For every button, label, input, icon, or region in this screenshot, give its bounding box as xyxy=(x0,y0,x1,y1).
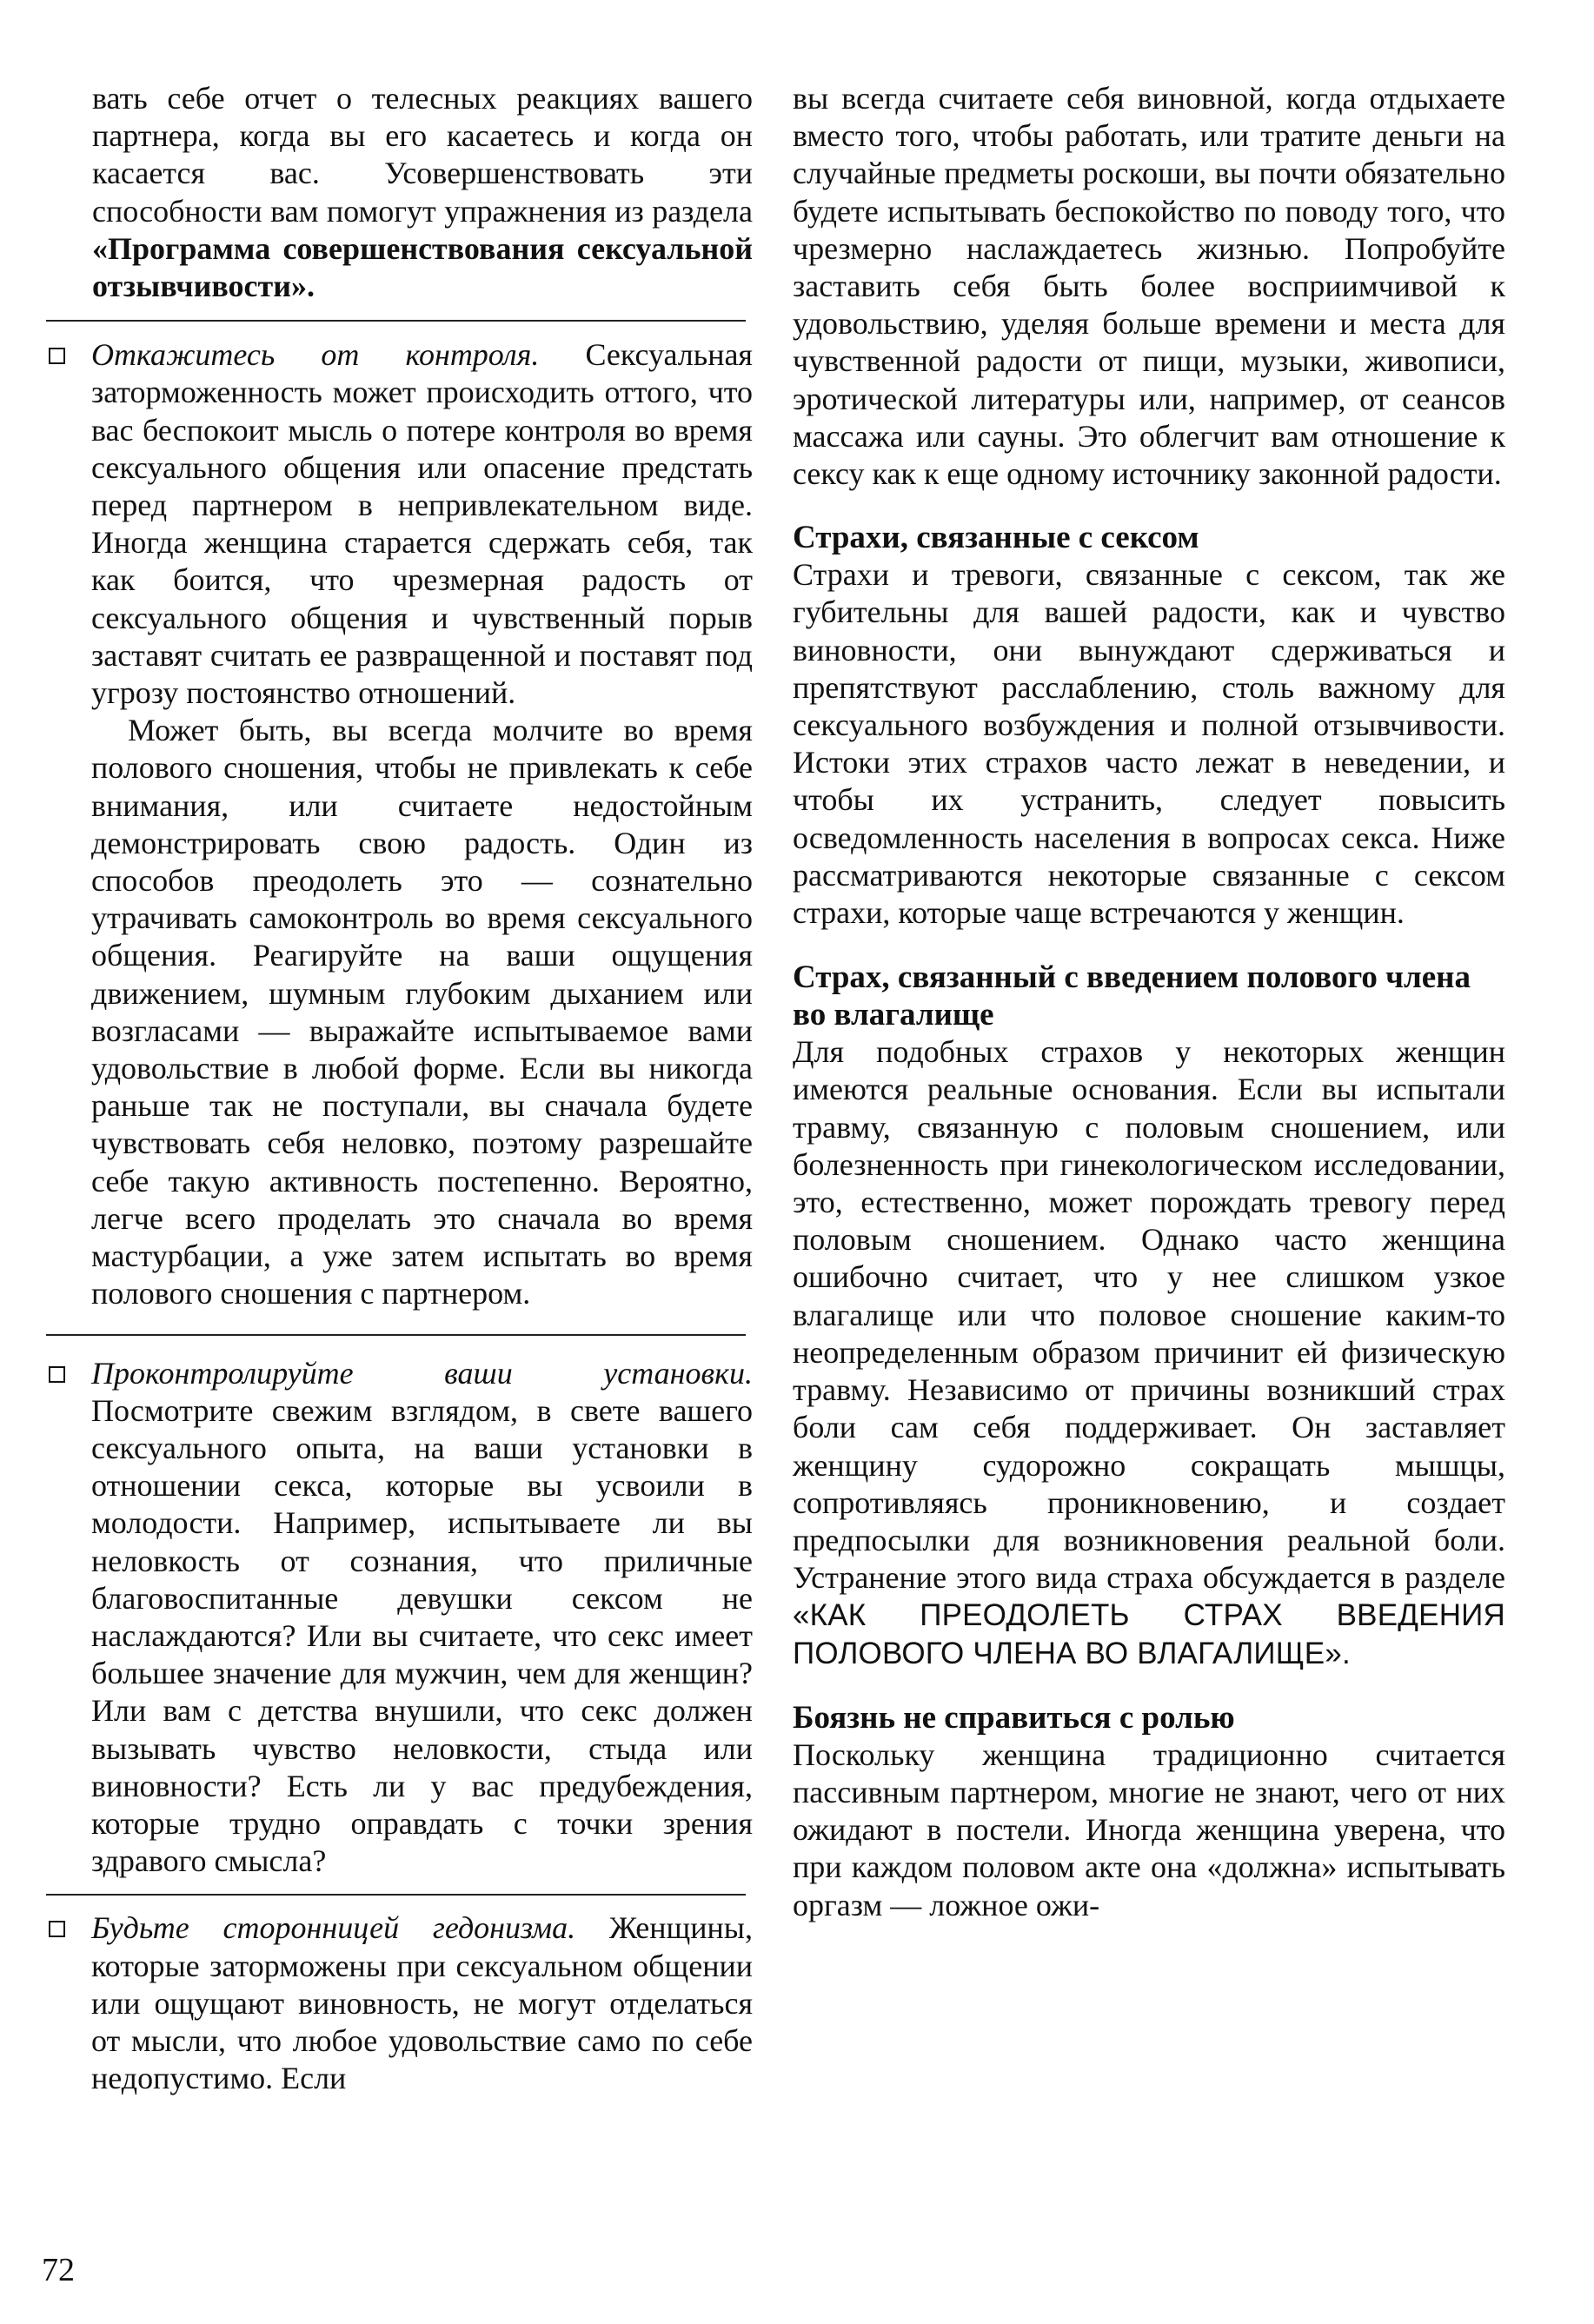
tip-check-attitudes xyxy=(42,1355,753,1881)
tip-paragraph xyxy=(91,1909,753,2097)
section-divider xyxy=(46,320,746,322)
program-section-reference: «Программа совершенствования сексуальной отзывчивости». xyxy=(92,230,753,304)
checkbox-icon xyxy=(49,1921,65,1937)
section-heading: Страхи, связанные с сексом xyxy=(793,520,1199,556)
tip-hedonism xyxy=(42,1909,753,2097)
section-paragraph: Страхи и тревоги, связанные с сексом, так же губительны для вашей радости, как и чувство виновности, они вынуждают сдерживаться и препятствуют расслаблению, столь важному для сексуального возбуждения и полной отзывчивости. Истоки этих страхов часто лежат в неведении, и чтобы их устранить, следует повысить осведомленность населения в вопросах секса. Ниже рассматриваются некоторые связанные с сексом страхи, которые чаще встречаются у женщин. xyxy=(793,557,1505,931)
section-heading: Боязнь не справиться с ролью xyxy=(793,1699,1235,1736)
tip-give-up-control xyxy=(42,336,753,1312)
section-paragraph: Поскольку женщина традиционно считается пассивным партнером, многие не знают, чего от них ожидают в постели. Иногда женщина уверена, что при каждом половом акте она «должна» испытывать оргазм — ложное ожи- xyxy=(793,1736,1505,1922)
tip-text: Женщины, которые заторможены при сексуальном общении или ощущают виновность, не могут отделаться от мысли, что любое удовольствие само по себе недопустимо. Если xyxy=(91,1910,753,2096)
checkbox-icon xyxy=(49,348,65,364)
tip-text: Посмотрите свежим взглядом, в свете вашего сексуального опыта, на ваши установки в отношении секса, которые вы усвоили в молодости. Например, испытываете ли вы неловкость от сознания, что приличные благовоспитанные девушки сексом не наслаждаются? Или вы считаете, что секс имеет большее значение для мужчин, чем для женщин? Или вам с детства внушили, что секс должен вызывать чувство неловкости, стыда или виновности? Есть ли у вас предубеждения, которые трудно оправдать с точки зрения здравого смысла? xyxy=(91,1392,753,1879)
section-paragraph xyxy=(793,1033,1505,1671)
section-divider xyxy=(46,1894,746,1896)
checkbox-icon xyxy=(49,1366,65,1383)
page-number: 72 xyxy=(42,2252,75,2288)
tip-paragraph xyxy=(91,1355,753,1881)
intro-paragraph xyxy=(42,80,753,305)
tip-body xyxy=(91,1909,753,2097)
tip-body xyxy=(91,1355,753,1881)
continued-paragraph: вы всегда считаете себя виновной, когда отдыхаете вместо того, чтобы работать, или тратите деньги на случайные предметы роскоши, вы почти обязательно будете испытывать беспокойство по поводу того, что чрезмерно наслаждаетесь жизнью. Попробуйте заставить себя быть более восприимчивой к удовольствию, уделяя больше времени и места для чувственной радости от пищи, музыки, живописи, эротической литературы или, например, от сеансов массажа или сауны. Это облегчит вам отношение к сексу как к еще одному источнику законной радости. xyxy=(793,81,1505,492)
tip-body xyxy=(91,336,753,1312)
tip-paragraph-2: Может быть, вы всегда молчите во время полового сношения, чтобы не привлекать к себе внимания, или считаете недостойным демонстрировать свою радость. Один из способов преодолеть это — сознательно утрачивать самоконтроль во время сексуального общения. Реагируйте на ваши ощущения движением, шумным глубоким дыханием или возгласами — выражайте испытываемое вами удовольствие в любой форме. Если вы никогда раньше так не поступали, вы сначала будете чувствовать себя неловко, поэтому разрешайте себе такую активность постепенно. Вероятно, легче всего проделать это сначала во время мастурбации, а уже затем испытать во время полового сношения с партнером. xyxy=(91,713,753,1311)
tip-title: Проконтролируйте ваши установки. xyxy=(91,1355,753,1391)
section-divider xyxy=(46,1334,746,1336)
tip-title: Откажитесь от контроля. xyxy=(91,337,540,373)
right-column xyxy=(793,80,1505,1924)
section-heading: Страх, связанный с введением полового члена во влагалище xyxy=(793,959,1471,1033)
tip-paragraph xyxy=(91,336,753,712)
intro-text: вать себе отчет о телесных реакциях вашего партнера, когда вы его касаетесь и когда он касается вас. Усовершенствовать эти способности вам помогут упражнения из раздела xyxy=(92,81,753,229)
left-column xyxy=(42,80,753,2097)
tip-title: Будьте сторонницей гедонизма. xyxy=(91,1910,576,1946)
chapter-reference: «КАК ПРЕОДОЛЕТЬ СТРАХ ВВЕДЕНИЯ ПОЛОВОГО ЧЛЕНА ВО ВЛАГАЛИЩЕ». xyxy=(793,1598,1505,1670)
tip-text: Сексуальная заторможенность может происходить оттого, что вас беспокоит мысль о потере контроля во время сексуального общения или опасение предстать перед партнером в непривлекательном виде. Иногда женщина старается сдержать себя, так как боится, что чрезмерная радость от сексуального общения и чувственный порыв заставят считать ее развращенной и поставят под угрозу постоянство отношений. xyxy=(91,337,753,711)
section-text: Для подобных страхов у некоторых женщин имеются реальные основания. Если вы испытали травму, связанную с половым сношением, или болезненность при гинекологическом исследовании, это, естественно, может порождать тревогу перед половым сношением. Однако часто женщина ошибочно считает, что у нее слишком узкое влагалище или что половое сношение каким-то неопределенным образом причинит ей физическую травму. Независимо от причины возникший страх боли сам себя поддерживает. Он заставляет женщину судорожно сокращать мышцы, сопротивляясь проникновению, и создает предпосылки для возникновения реальной боли. Устранение этого вида страха обсуждается в разделе xyxy=(793,1034,1505,1596)
